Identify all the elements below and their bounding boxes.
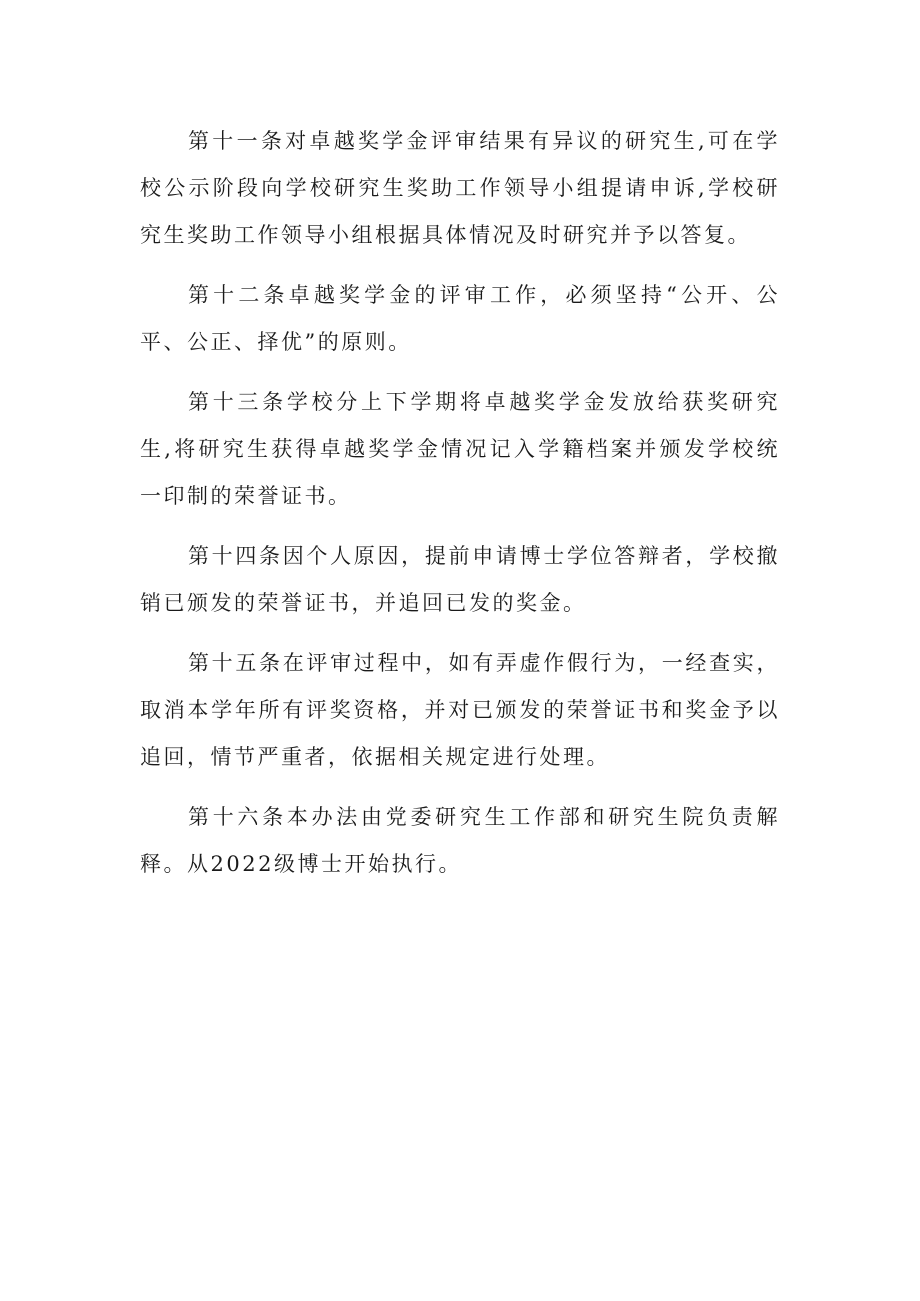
article-15-paragraph: 第十五条在评审过程中，如有弄虚作假行为，一经查实，取消本学年所有评奖资格，并对已颁发的荣誉证书和奖金予以追回，情节严重者，依据相关规定进行处理。 [140, 651, 780, 769]
document-body [140, 118, 780, 901]
article-12-paragraph: 第十二条卓越奖学金的评审工作，必须坚持“公开、公平、公正、择优”的原则。 [140, 283, 780, 354]
article-14-paragraph: 第十四条因个人原因，提前申请博士学位答辩者，学校撤销已颁发的荣誉证书，并追回已发的奖金。 [140, 544, 780, 615]
article-13-paragraph: 第十三条学校分上下学期将卓越奖学金发放给获奖研究生,将研究生获得卓越奖学金情况记入学籍档案并颁发学校统一印制的荣誉证书。 [140, 390, 780, 508]
article-11-paragraph: 第十一条对卓越奖学金评审结果有异议的研究生,可在学校公示阶段向学校研究生奖助工作领导小组提请申诉,学校研究生奖助工作领导小组根据具体情况及时研究并予以答复。 [140, 129, 780, 247]
article-16-paragraph: 第十六条本办法由党委研究生工作部和研究生院负责解释。从2022级博士开始执行。 [140, 805, 780, 876]
